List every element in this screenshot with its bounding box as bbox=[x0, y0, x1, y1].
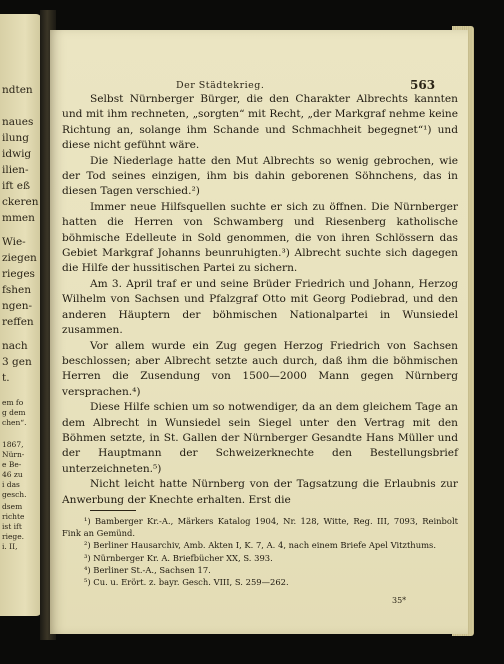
left-page-fragment: i. II, bbox=[2, 542, 18, 551]
left-page-fragment: g dem bbox=[2, 408, 26, 417]
left-page-fragment: reffen bbox=[2, 316, 34, 328]
paragraph: Am 3. April traf er und seine Brüder Friedrich und Johann, Herzog Wilhelm von Sachsen und Pfalzgraf Otto mit Georg Podiebrad, und den anderen Häuptern der böhmischen Nationalpartei in Wunsiedel zusammen. bbox=[62, 277, 458, 337]
footnote: ⁵) Cu. u. Erört. z. bayr. Gesch. VIII, S. 259—262. bbox=[84, 576, 289, 587]
left-page-fragment: richte bbox=[2, 512, 25, 521]
footnote: ³) Nürnberger Kr. A. Briefbücher XX, S. 393. bbox=[84, 552, 273, 563]
left-page-fragment: 46 zu bbox=[2, 470, 23, 479]
left-page-fragment: naues bbox=[2, 116, 34, 128]
paragraph: Vor allem wurde ein Zug gegen Herzog Friedrich von Sachsen beschlossen; aber Albrecht setzte auch durch, daß ihm die böhmischen Herren die Zusendung von 1500—2000 Mann gegen Nürnberg versprachen.⁴) bbox=[62, 339, 458, 398]
left-page-fragment: idwig bbox=[2, 148, 32, 160]
left-page-fragment: chen“. bbox=[2, 418, 27, 427]
footnote-rule bbox=[90, 510, 136, 511]
left-page-fragment: ift eß bbox=[2, 180, 31, 192]
page-number: 563 bbox=[410, 78, 436, 92]
left-page-fragment: ckeren bbox=[2, 196, 39, 208]
left-page-fragment: ndten bbox=[2, 84, 33, 96]
left-page-fragment: Wie- bbox=[2, 236, 26, 248]
paragraph: Diese Hilfe schien um so notwendiger, da an dem gleichem Tage an dem Albrecht in Wunsiedel sein Siegel unter den Vertrag mit den Böhmen setzte, in St. Gallen der Nürnberger Gesandte Hans Müller und der Hauptmann der Schweizerknechte den Bestellungsbrief unterzeichneten.⁵) bbox=[62, 401, 458, 475]
signature-mark: 35* bbox=[392, 596, 407, 605]
book-page bbox=[50, 30, 468, 634]
left-page-fragment: gesch. bbox=[2, 490, 27, 499]
left-page-fragment: Nürn- bbox=[2, 450, 25, 459]
left-page-fragment: rieges bbox=[2, 268, 35, 280]
left-page-fragment: nach bbox=[2, 340, 28, 352]
footnote: ⁴) Berliner St.-A., Sachsen 17. bbox=[84, 564, 211, 575]
paragraph: Die Niederlage hatte den Mut Albrechts so wenig gebrochen, wie der Tod seines einzigen, ihm bis dahin geborenen Söhnchens, das in diesen Tagen verschied.²) bbox=[62, 154, 458, 198]
left-page-fragment: 3 gen bbox=[2, 356, 32, 368]
left-page-fragment: riege. bbox=[2, 532, 25, 541]
previous-page-edge bbox=[0, 14, 42, 616]
left-page-fragment: fshen bbox=[2, 284, 32, 296]
paragraph: Nicht leicht hatte Nürnberg von der Tagsatzung die Erlaubnis zur Anwerbung der Knechte erhalten. Erst die bbox=[62, 478, 458, 506]
left-page-fragment: ngen- bbox=[2, 300, 33, 312]
page-body bbox=[62, 92, 458, 588]
running-title: Der Städtekrieg. bbox=[176, 80, 265, 91]
left-page-fragment: 1867, bbox=[2, 440, 24, 449]
left-page-fragment: ziegen bbox=[2, 252, 37, 264]
left-page-fragment: i das bbox=[2, 480, 20, 489]
left-page-fragment: t. bbox=[2, 372, 10, 384]
left-page-fragment: em fo bbox=[2, 398, 24, 407]
left-page-fragment: dsem bbox=[2, 502, 23, 511]
left-page-fragment: ilung bbox=[2, 132, 29, 144]
left-page-fragment: e Be- bbox=[2, 460, 22, 469]
footnote: ¹) Bamberger Kr.-A., Märkers Katalog 1904, Nr. 128, Witte, Reg. III, 7093, Reinbolt Fink an Gemünd. bbox=[62, 515, 458, 539]
paragraph: Selbst Nürnberger Bürger, die den Charakter Albrechts kannten und mit ihm rechneten, „sorgten“ mit Recht, „der Markgraf nehme keine Richtung an, solange ihm Schande und Schmachheit begegnet“¹) und diese nicht gefühnt wäre. bbox=[62, 93, 458, 152]
left-page-fragment: ist ift bbox=[2, 522, 22, 531]
left-page-fragment: ilien- bbox=[2, 164, 29, 176]
paragraph: Immer neue Hilfsquellen suchte er sich zu öffnen. Die Nürnberger hatten die Herren von Schwamberg und Riesenberg katholische böhmische Edelleute in Sold genommen, die von ihren Schlössern das Gebiet Markgraf Johanns beunruhigten.³) Albrecht suchte sich dagegen die Hilfe der hussitischen Partei zu sichern. bbox=[62, 200, 458, 275]
footnote: ²) Berliner Hausarchiv, Amb. Akten I, K. 7, A. 4, nach einem Briefe Apel Vitzthums. bbox=[84, 540, 437, 551]
left-page-fragment: mmen bbox=[2, 212, 35, 224]
